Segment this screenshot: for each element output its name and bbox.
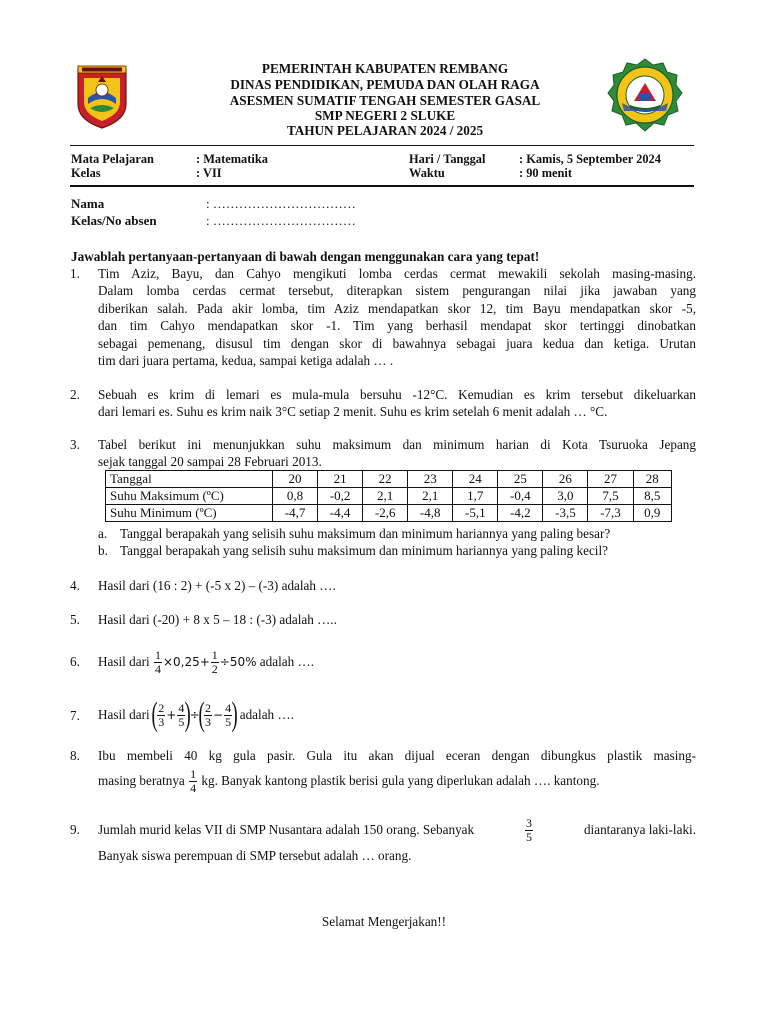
q1-line: dan tim Cahyo mendapatkan skor -1. Tim yang berhasil mendapat skor tertinggi dinobatkan <box>98 318 696 333</box>
q6-expression <box>98 646 314 678</box>
fraction-numerator: 2 <box>205 700 212 715</box>
close-paren: ) <box>231 696 238 733</box>
school-logo <box>606 57 684 135</box>
q2-number: 2. <box>70 387 80 402</box>
q8-fraction <box>189 768 197 795</box>
q7-number: 7. <box>70 708 80 723</box>
q6-operator-1: ×0,25+ <box>162 655 210 669</box>
table-cell: -3,5 <box>543 505 588 522</box>
temperature-table <box>105 470 672 522</box>
table-cell: 22 <box>363 471 408 488</box>
q3-sub-a: Tanggal berapakah yang selisih suhu maksimum dan minimum hariannya yang paling besar? <box>120 526 611 541</box>
table-cell: -0,4 <box>498 488 543 505</box>
header-line-3: ASESMEN SUMATIF TENGAH SEMESTER GASAL <box>229 93 541 108</box>
q9-number: 9. <box>70 822 80 837</box>
q9-fraction <box>525 817 533 844</box>
open-paren: ( <box>151 696 158 733</box>
table-cell: 8,5 <box>633 488 672 505</box>
table-cell: 27 <box>588 471 633 488</box>
q3-sub-b-label: b. <box>98 543 108 558</box>
q5-number: 5. <box>70 612 80 627</box>
table-cell: 1,7 <box>453 488 498 505</box>
q1-line: Dalam lomba cerdas cermat tersebut, diterapkan sistem pengurangan nilai jika jawaban yang <box>98 283 696 298</box>
q7-plus: + <box>166 708 177 722</box>
header-line-4: SMP NEGERI 2 SLUKE <box>314 108 456 123</box>
q7-expression <box>98 698 294 732</box>
instruction: Jawablah pertanyaan-pertanyaan di bawah dengan menggunakan cara yang tepat! <box>71 249 540 264</box>
q8-number: 8. <box>70 748 80 763</box>
q6-operator-2: ÷50% <box>219 655 257 669</box>
time-value: : 90 menit <box>519 166 572 180</box>
rembang-regency-logo <box>76 64 128 130</box>
fraction-numerator: 1 <box>211 647 218 662</box>
q7-suffix: adalah …. <box>239 707 294 722</box>
date-value: : Kamis, 5 September 2024 <box>519 152 661 166</box>
table-cell: 23 <box>408 471 453 488</box>
q4-number: 4. <box>70 578 80 593</box>
table-cell: 7,5 <box>588 488 633 505</box>
fraction-numerator: 3 <box>526 815 533 830</box>
q9-line-1-suffix: diantaranya laki-laki. <box>583 822 696 837</box>
q6-fraction-1 <box>154 649 162 676</box>
q6-fraction-2 <box>211 649 219 676</box>
table-cell: 0,8 <box>273 488 318 505</box>
q6-suffix: adalah …. <box>259 654 314 669</box>
table-row-label: Tanggal <box>106 471 273 488</box>
fraction-denominator: 4 <box>154 661 161 676</box>
q5-text: Hasil dari (-20) + 8 x 5 – 18 : (-3) adalah ….. <box>98 612 337 627</box>
q9-line-2: Banyak siswa perempuan di SMP tersebut adalah … orang. <box>98 848 412 863</box>
q1-line: Tim Aziz, Bayu, dan Cahyo mengikuti lomba cerdas cermat mewakili sekolah masing-masing. <box>98 266 696 281</box>
q7-fraction-a <box>157 702 165 729</box>
q1-line: sebagai pemenang, disusul tim dengan skor di bawahnya sebagai juara kedua dan ketiga. Urutan <box>98 336 696 351</box>
fraction-numerator: 1 <box>154 647 161 662</box>
q4-text: Hasil dari (16 : 2) + (-5 x 2) – (-3) adalah …. <box>98 578 336 593</box>
table-cell: 26 <box>543 471 588 488</box>
fraction-denominator: 3 <box>205 714 212 729</box>
open-paren: ( <box>198 696 205 733</box>
table-cell: 0,9 <box>633 505 672 522</box>
table-cell: 2,1 <box>363 488 408 505</box>
table-cell: 28 <box>633 471 672 488</box>
class-absen-field[interactable]: : …………………………… <box>206 213 356 228</box>
header-rule-bottom <box>70 185 694 187</box>
header-line-1: PEMERINTAH KABUPATEN REMBANG <box>261 61 509 76</box>
table-cell: 25 <box>498 471 543 488</box>
q8-line-2 <box>98 766 600 796</box>
table-cell: 21 <box>318 471 363 488</box>
q8-line-2-suffix: kg. Banyak kantong plastik berisi gula yang diperlukan adalah …. kantong. <box>201 773 600 788</box>
fraction-denominator: 4 <box>190 780 197 795</box>
q1-line: diberikan salah. Pada akir lomba, tim Aziz mendapatkan skor 12, tim Bayu mendapatkan skor -5, <box>98 301 696 316</box>
table-cell: -7,3 <box>588 505 633 522</box>
table-cell: 24 <box>453 471 498 488</box>
table-cell: -4,8 <box>408 505 453 522</box>
fraction-denominator: 5 <box>526 829 533 844</box>
q1-number: 1. <box>70 266 80 281</box>
table-cell: 2,1 <box>408 488 453 505</box>
fraction-numerator: 4 <box>225 700 232 715</box>
name-field[interactable]: : …………………………… <box>206 196 356 211</box>
q6-number: 6. <box>70 654 80 669</box>
subject-label: Mata Pelajaran <box>71 152 154 166</box>
header-line-2: DINAS PENDIDIKAN, PEMUDA DAN OLAH RAGA <box>230 77 540 92</box>
class-absen-label: Kelas/No absen <box>71 213 157 228</box>
table-cell: -0,2 <box>318 488 363 505</box>
table-row <box>106 488 672 505</box>
q3-line: sejak tanggal 20 sampai 28 Februari 2013. <box>98 454 322 469</box>
table-cell: -4,4 <box>318 505 363 522</box>
fraction-numerator: 1 <box>190 766 197 781</box>
q3-number: 3. <box>70 437 80 452</box>
name-label: Nama <box>71 196 105 211</box>
date-label: Hari / Tanggal <box>409 152 486 166</box>
q9-line-1 <box>98 815 696 845</box>
q9-line-1-prefix: Jumlah murid kelas VII di SMP Nusantara adalah 150 orang. Sebanyak <box>98 822 475 837</box>
q8-line-2-prefix: masing beratnya <box>98 773 185 788</box>
q3-sub-a-label: a. <box>98 526 108 541</box>
table-cell: -4,7 <box>273 505 318 522</box>
q7-prefix: Hasil dari <box>98 707 150 722</box>
close-paren: ) <box>184 696 192 733</box>
table-cell: -4,2 <box>498 505 543 522</box>
fraction-numerator: 4 <box>178 700 185 715</box>
table-row-label: Suhu Minimum (ºC) <box>106 505 273 522</box>
time-label: Waktu <box>409 166 445 180</box>
table-row <box>106 471 672 488</box>
q8-line-1: Ibu membeli 40 kg gula pasir. Gula itu akan dijual eceran dengan dibungkus plastik masing- <box>98 748 696 763</box>
header-rule-top <box>70 145 694 146</box>
q3-line: Tabel berikut ini menunjukkan suhu maksimum dan minimum harian di Kota Tsuruoka Jepang <box>98 437 696 452</box>
q1-line: tim dari juara pertama, kedua, sampai ketiga adalah … . <box>98 353 394 368</box>
q2-line: dari lemari es. Suhu es krim naik 3°C setiap 2 menit. Suhu es krim setelah 6 menit adalah … °C. <box>98 404 608 419</box>
class-value: : VII <box>196 166 222 180</box>
q7-fraction-c <box>204 702 212 729</box>
q3-sub-b: Tanggal berapakah yang selisih suhu maksimum dan minimum hariannya yang paling kecil? <box>120 543 608 558</box>
q7-divide: ÷ <box>189 708 200 722</box>
closing-text: Selamat Mengerjakan!! <box>321 914 447 929</box>
subject-value: : Matematika <box>196 152 268 166</box>
q7-minus: − <box>213 708 224 722</box>
fraction-denominator: 2 <box>211 661 218 676</box>
q2-line: Sebuah es krim di lemari es mula-mula bersuhu -12°C. Kemudian es krim tersebut dikeluarkan <box>98 387 696 402</box>
table-cell: -2,6 <box>363 505 408 522</box>
class-label: Kelas <box>71 166 101 180</box>
table-row <box>106 505 672 522</box>
fraction-denominator: 5 <box>178 714 185 729</box>
fraction-denominator: 3 <box>158 714 165 729</box>
header-line-5: TAHUN PELAJARAN 2024 / 2025 <box>286 123 484 138</box>
table-cell: 20 <box>273 471 318 488</box>
fraction-denominator: 5 <box>225 714 232 729</box>
table-cell: -5,1 <box>453 505 498 522</box>
table-row-label: Suhu Maksimum (ºC) <box>106 488 273 505</box>
q6-prefix: Hasil dari <box>98 654 150 669</box>
table-cell: 3,0 <box>543 488 588 505</box>
fraction-numerator: 2 <box>158 700 165 715</box>
